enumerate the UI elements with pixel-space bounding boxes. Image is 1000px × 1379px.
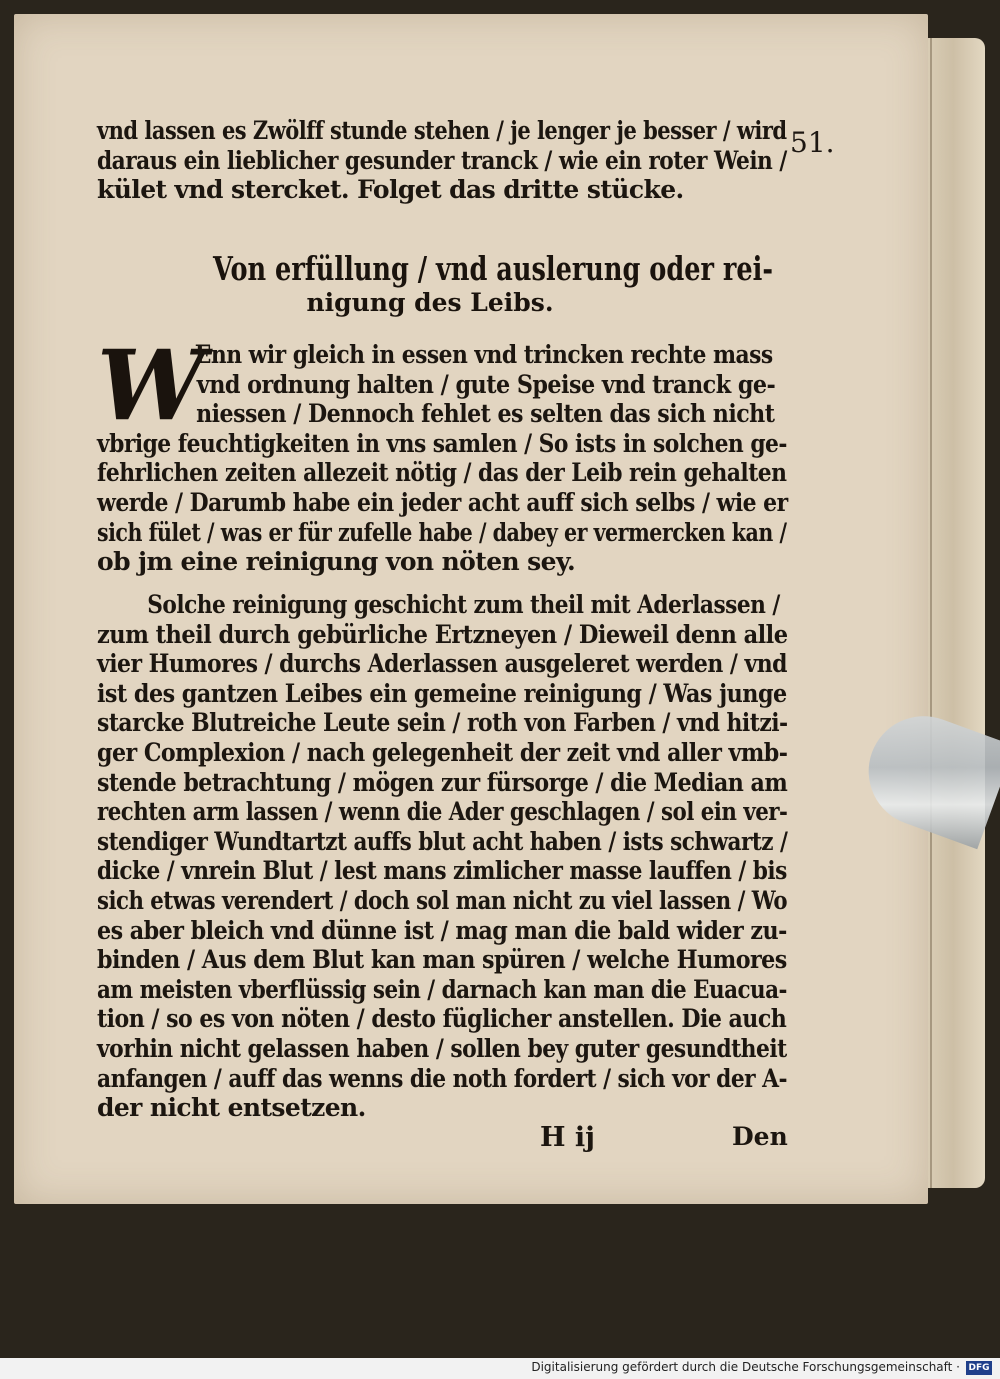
text-line: vorhin nicht gelassen haben / sollen bey guter gesundtheit [97,1033,787,1063]
text-line: vnd ordnung halten / gute Speise vnd tranck ge- [196,369,776,399]
text-line: ob jm eine reinigung von nöten sey. [97,547,576,577]
heading-line: Von erfüllung / vnd auslerung oder rei- [213,249,773,288]
text-line: es aber bleich vnd dünne ist / mag man die bald wider zu- [97,915,787,945]
text-line: vbrige feuchtigkeiten in vns samlen / So ists in solchen ge- [97,428,787,458]
paragraph-2 [97,590,787,1123]
text-line: binden / Aus dem Blut kan man spüren / welche Humores [97,945,787,975]
text-line: stende betrachtung / mögen zur fürsorge / die Median am [97,767,788,797]
text-line: dicke / vnrein Blut / lest mans zimlicher masse lauffen / bis [97,856,787,886]
text-line: ger Complexion / nach gelegenheit der zeit vnd aller vmb- [97,737,788,767]
top-text-block [97,116,787,205]
text-line: daraus ein lieblicher gesunder tranck / wie ein roter Wein / [97,145,787,175]
funding-credit: Digitalisierung gefördert durch die Deutsche Forschungsgemeinschaft · [531,1360,960,1374]
credit-bar [0,1358,1000,1379]
page-number: 51. [790,126,835,159]
text-line: tion / so es von nöten / desto füglicher anstellen. Die auch [97,1004,787,1034]
dfg-logo: DFG [966,1361,992,1375]
catchword: Den [732,1122,788,1151]
text-line: am meisten vberflüssig sein / darnach kan man die Euacua- [97,974,787,1004]
text-line: sich fület / was er für zufelle habe / dabey er vermercken kan / [97,517,787,547]
text-line: fehrlichen zeiten allezeit nötig / das der Leib rein gehalten [97,458,787,488]
text-line: vier Humores / durchs Aderlassen ausgeleret werden / vnd [97,649,787,679]
text-line: Solche reinigung geschicht zum theil mit Aderlassen / [147,590,780,619]
text-line: niessen / Dennoch fehlet es selten das sich nicht [196,399,775,429]
text-line: werde / Darumb habe ein jeder acht auff sich selbs / wie er [97,487,788,517]
text-line: sich etwas verendert / doch sol man nicht zu viel lassen / Wo [97,885,788,915]
signature-mark: H ij [540,1122,595,1153]
text-line: stendiger Wundtartzt auffs blut acht haben / ists schwartz / [97,826,788,856]
text-line: Enn wir gleich in essen vnd trincken rechte mass [194,340,773,369]
heading-line: nigung des Leibs. [306,288,554,317]
paragraph-1 [97,329,788,577]
section-heading [150,249,773,318]
text-line: zum theil durch gebürliche Ertzneyen / Dieweil denn alle [97,619,788,649]
text-line: rechten arm lassen / wenn die Ader geschlagen / sol ein ver- [97,797,788,827]
text-line: ist des gantzen Leibes ein gemeine reinigung / Was junge [97,678,787,708]
text-line: vnd lassen es Zwölff stunde stehen / je lenger je besser / wird [97,116,787,145]
text-line: anfangen / auff das wenns die noth fordert / sich vor der A- [97,1063,788,1093]
text-line: der nicht entsetzen. [97,1093,366,1123]
drop-cap-initial: W [97,329,205,442]
text-line: starcke Blutreiche Leute sein / roth von Farben / vnd hitzi- [97,708,788,738]
text-line: kület vnd stercket. Folget das dritte stücke. [97,175,684,205]
